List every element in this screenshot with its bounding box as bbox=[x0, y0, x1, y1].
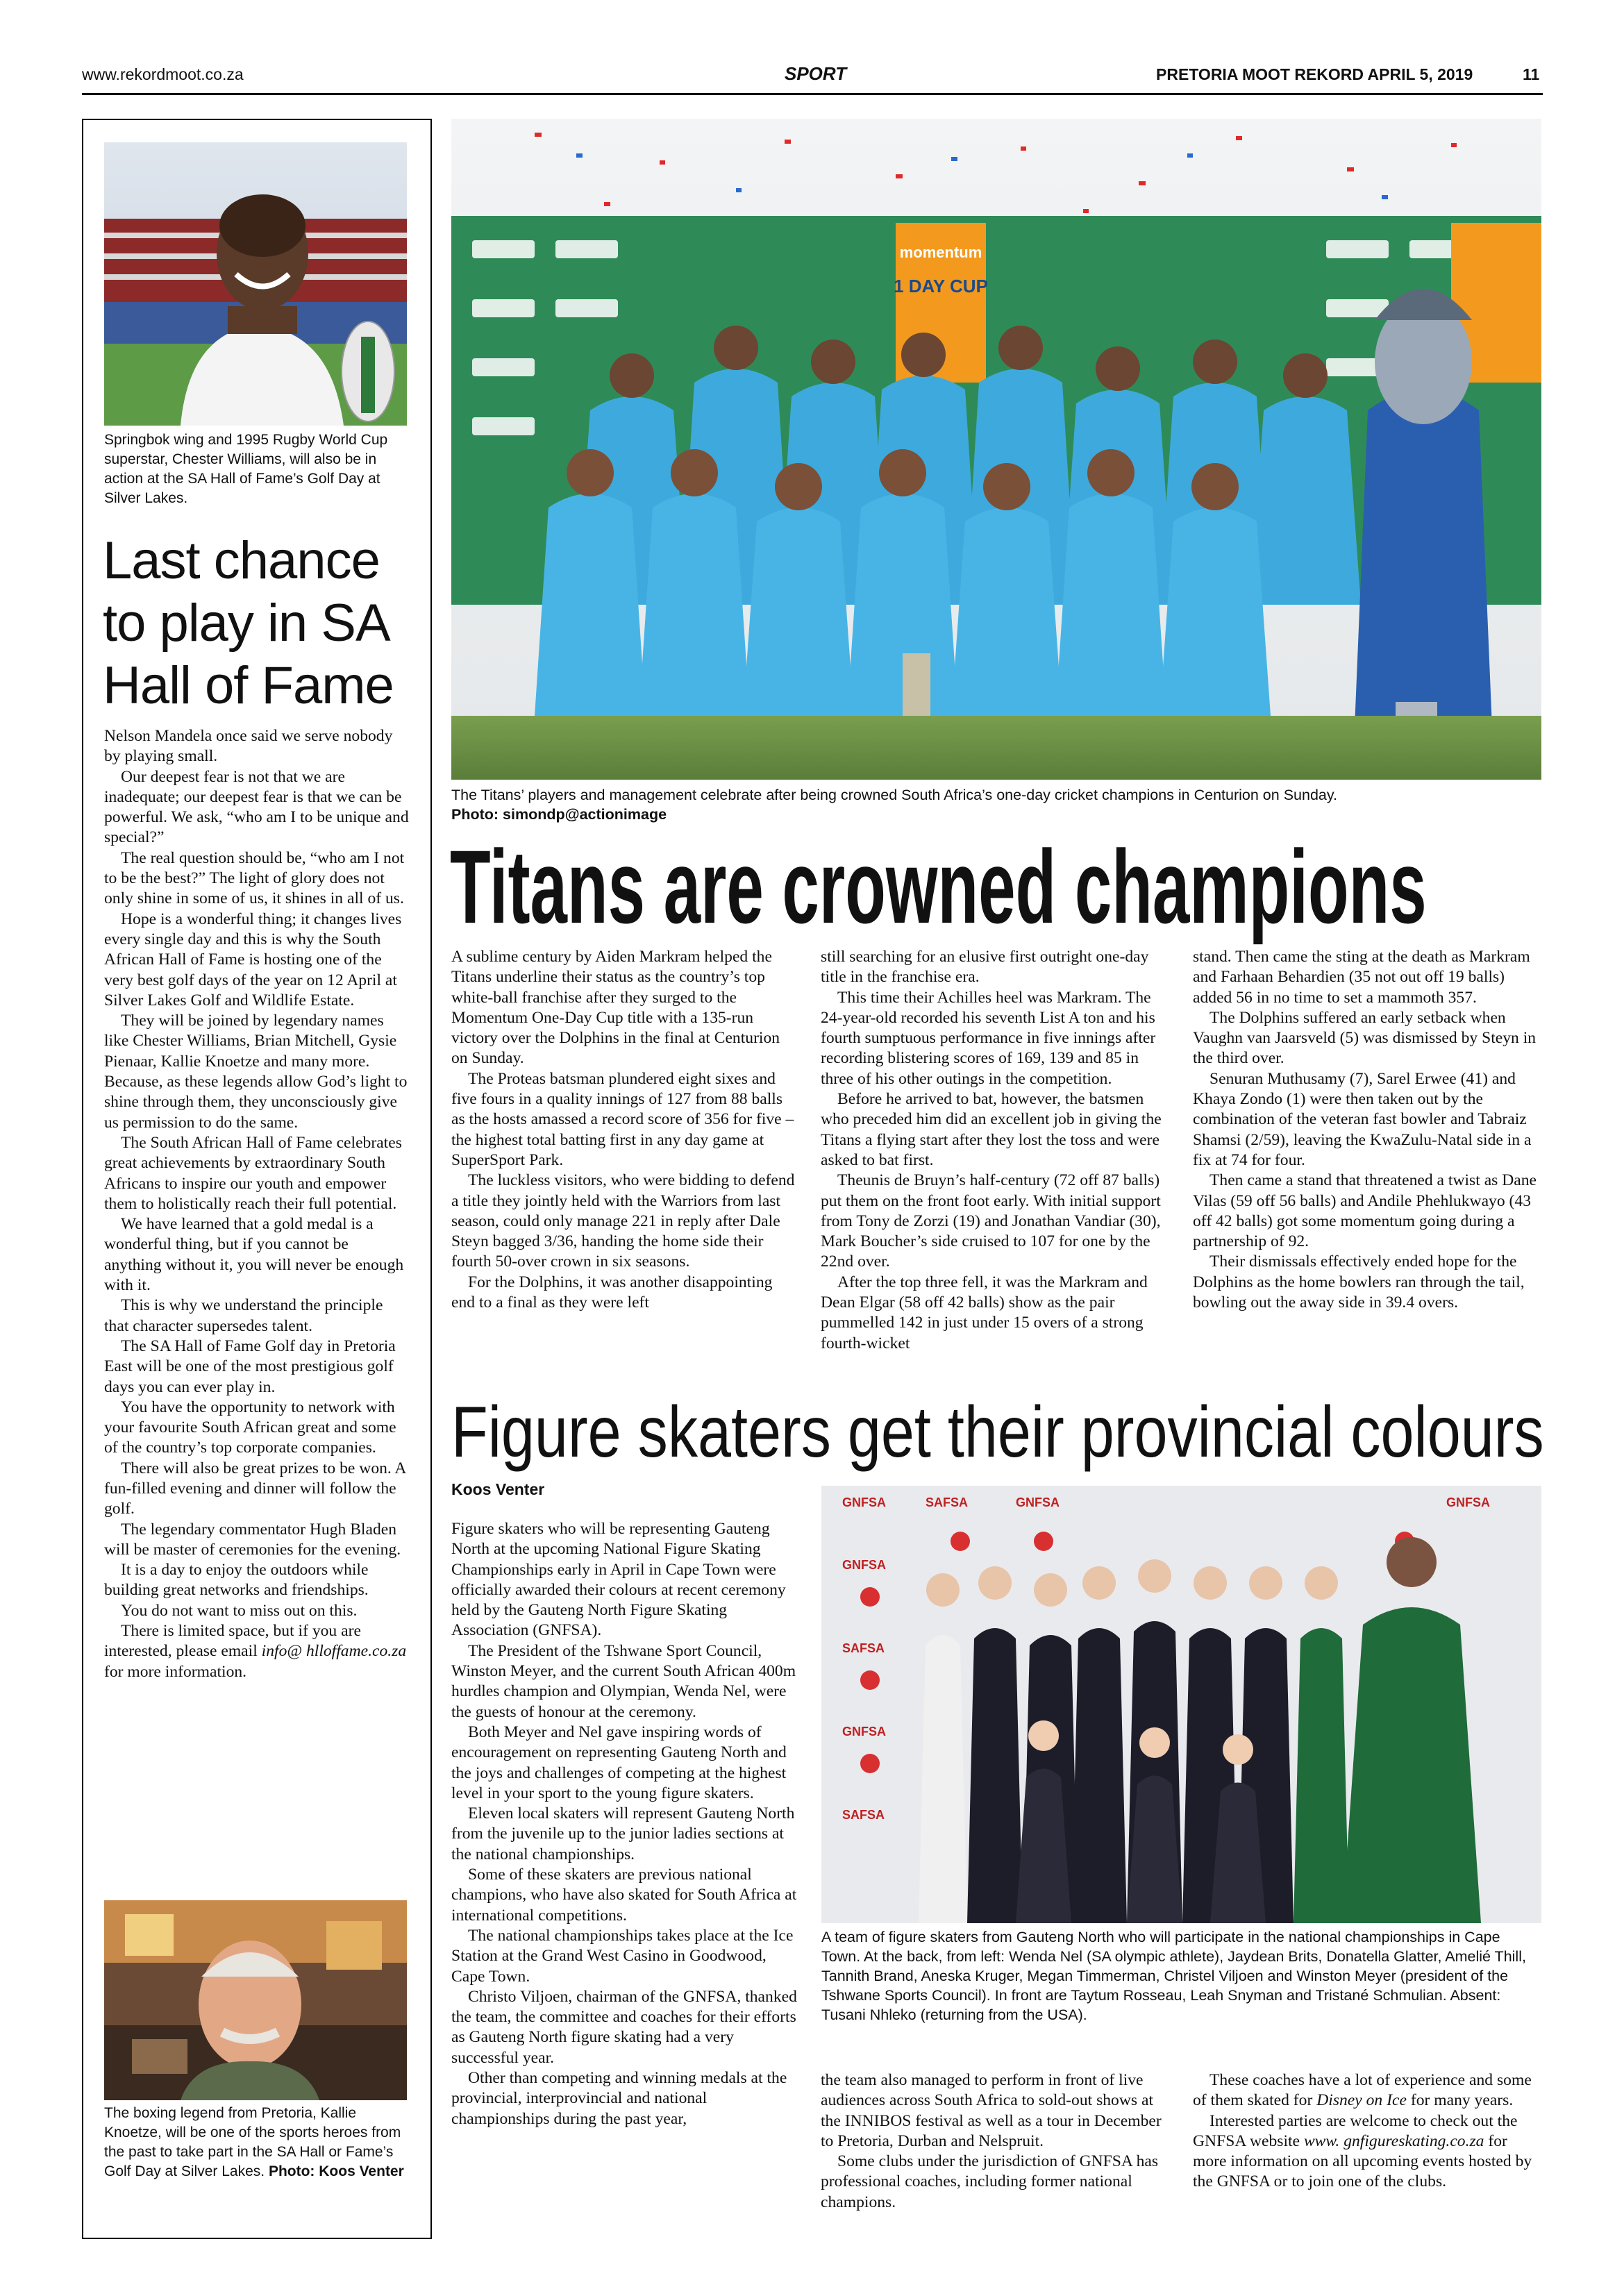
paragraph: Figure skaters who will be representing Gauteng North at the upcoming National Figure Skating Championships early in April in Cape Town were officially awarded their colours at recent ceremony held by the Gauteng North Figure Skating Association (GNFSA). bbox=[451, 1520, 786, 1640]
text: for more information on all upcoming events hosted by the GNFSA or to join one of the clubs. bbox=[1193, 2131, 1532, 2191]
paragraph: You do not want to miss out on this. bbox=[121, 1601, 358, 1620]
paragraph: You have the opportunity to network with your favourite South African great and some of the country’s top corporate companies. bbox=[104, 1398, 396, 1457]
paragraph: Our deepest fear is not that we are inadequate; our deepest fear is that we can be powerful. We ask, “who am I to be unique and special?” bbox=[104, 767, 409, 847]
skaters-column-3 bbox=[1193, 2070, 1541, 2193]
paragraph: Before he arrived to bat, however, the batsmen who preceded him did an excellent job in giving the Titans a flying start after they lost the toss and were asked to bat first. bbox=[821, 1090, 1162, 1169]
photo-credit: Photo: Koos Venter bbox=[268, 2163, 404, 2179]
website-link[interactable]: www. gnfigureskating.co.za bbox=[1303, 2131, 1484, 2150]
website-url[interactable]: www.rekordmoot.co.za bbox=[82, 65, 244, 83]
paragraph bbox=[1193, 2070, 1541, 2111]
paragraph: We have learned that a gold medal is a wonderful thing, but if you cannot be anything without it, you will never be enough with it. bbox=[104, 1215, 404, 1295]
photo-credit: Photo: simondp@actionimage bbox=[451, 806, 667, 823]
backdrop-logo: GNFSA bbox=[1016, 1495, 1060, 1509]
paragraph: This is why we understand the principle that character supersedes talent. bbox=[104, 1296, 383, 1335]
paragraph: Eleven local skaters will represent Gauteng North from the juvenile up to the junior ladies sections at the national championships. bbox=[451, 1804, 795, 1863]
section-label: SPORT bbox=[785, 63, 847, 84]
sidebar-headline-line: Hall of Fame bbox=[103, 656, 394, 715]
paragraph: This time their Achilles heel was Markram. The 24-year-old recorded his seventh List A ton and his fourth sumptuous performance in five innings after recording blistering scores of 169, 139 and 85 in three of his other outings in the competition. bbox=[821, 988, 1156, 1088]
paragraph: After the top three fell, it was the Markram and Dean Elgar (58 off 42 balls) show as the pair pummelled 142 in just under 15 overs of a strong fourth-wicket bbox=[821, 1273, 1148, 1352]
figure-skaters-team-photo bbox=[821, 1486, 1541, 1923]
masthead-rule bbox=[82, 93, 1543, 95]
kallie-photo-caption bbox=[104, 2104, 407, 2181]
paragraph: Theunis de Bruyn’s half-century (72 off 87 balls) put them on the front foot early. With initial support from Tony de Zorzi (19) and Jonathan Vandiar (30), Mark Boucher’s side cruised to 107 for one by the 22nd over. bbox=[821, 1171, 1161, 1271]
paragraph: There will also be great prizes to be won. A fun-filled evening and dinner will follow the golf. bbox=[104, 1459, 406, 1518]
backdrop-logo: GNFSA bbox=[842, 1725, 886, 1738]
backdrop-logo: GNFSA bbox=[1446, 1495, 1490, 1509]
paragraph: The luckless visitors, who were bidding to defend a title they jointly held with the Warriors from last season, could only manage 221 in reply after Dale Steyn bagged 3/36, handing the home side their fourth 50-over crown in six seasons. bbox=[451, 1171, 795, 1271]
titans-team-photo bbox=[451, 119, 1541, 780]
paragraph: The national championships takes place at the Ice Station at the Grand West Casino in Goodwood, Cape Town. bbox=[451, 1926, 794, 1986]
caption-text: The Titans’ players and management celebrate after being crowned South Africa’s one-day cricket champions in Centurion on Sunday. bbox=[451, 787, 1337, 803]
paragraph: the team also managed to perform in front of live audiences across South Africa to sold-out shows at the INNIBOS festival as well as a tour in December to Pretoria, Durban and Nelspruit. bbox=[821, 2071, 1162, 2150]
text: Disney on Ice bbox=[1316, 2091, 1407, 2110]
paragraph: They will be joined by legendary names like Chester Williams, Brian Mitchell, Gysie Pienaar, Kallie Knoetze and many more. Because, as these legends allow God’s light to shine through them, they unconsciously give us permission to do the same. bbox=[104, 1012, 408, 1132]
caption-text: The boxing legend from Pretoria, Kallie Knoetze, will be one of the sports heroes from the past to take part in the SA Hall or Fame’s Golf Day at Silver Lakes. bbox=[104, 2105, 401, 2179]
paragraph: A sublime century by Aiden Markram helped the Titans underline their status as the country’s top white-ball franchise after they surged to the Momentum One-Day Cup title with a 135-run victory over the Dolphins in the final at Centurion on Sunday. bbox=[451, 948, 780, 1068]
paragraph: Both Meyer and Nel gave inspiring words of encouragement on representing Gauteng North and the joys and challenges of competing at the highest level in your sport to the young figure skaters. bbox=[451, 1723, 787, 1802]
paragraph: Hope is a wonderful thing; it changes lives every single day and this is why the South African Hall of Fame is hosting one of the very best golf days of the year on 12 April at Silver Lakes Golf and Wildlife Estate. bbox=[104, 910, 402, 1009]
skaters-photo-caption: A team of figure skaters from Gauteng North who will participate in the national championships in Cape Town. At the back, from left: Wenda Nel (SA olympic athlete), Jaydean Brits, Donatella Glatter, Amelié Thill, Tannith Brand, Aneska Kruger, Megan Timmerman, Christel Viljoen and Winston Meyer (president of the Tshwane Sports Council). In front are Taytum Rosseau, Leah Snyman and Tristané Schmulian. Absent: Tusani Nhleko (returning from the USA). bbox=[821, 1929, 1526, 2023]
paragraph: stand. Then came the sting at the death as Markram and Farhaan Behardien (35 not out off 19 balls) added 56 in no time to set a mammoth 357. bbox=[1193, 948, 1530, 1007]
text: There is limited space, but if you are interested, please email bbox=[104, 1622, 361, 1661]
paragraph: The Proteas batsman plundered eight sixes and five fours in a quality innings of 127 from 88 balls as the hosts amassed a record score of 356 for five – the highest total batting first in any day game at SuperSport Park. bbox=[451, 1069, 794, 1169]
backdrop-logo: SAFSA bbox=[842, 1641, 885, 1655]
titans-column-2 bbox=[821, 947, 1169, 1354]
email-link[interactable]: info@ hlloffame.co.za bbox=[261, 1642, 407, 1661]
kallie-knoetze-photo bbox=[104, 1900, 407, 2100]
backdrop-logo: SAFSA bbox=[926, 1495, 969, 1509]
backdrop-logo: SAFSA bbox=[842, 1808, 885, 1822]
text: for more information. bbox=[104, 1662, 247, 1681]
paragraph: Some clubs under the jurisdiction of GNFSA has professional coaches, including former national champions. bbox=[821, 2152, 1159, 2211]
paragraph: Their dismissals effectively ended hope for the Dolphins as the home bowlers ran through the tail, bowling out the away side in 39.4 overs. bbox=[1193, 1252, 1525, 1312]
titans-column-1 bbox=[451, 947, 800, 1313]
text: These coaches have a lot of experience and some of them skated for bbox=[1193, 2071, 1532, 2110]
banner-text: momentum bbox=[899, 244, 982, 261]
page-number: 11 bbox=[1523, 65, 1540, 83]
skaters-column-2 bbox=[821, 2070, 1169, 2213]
titans-headline: Titans are crowned champions bbox=[450, 828, 1427, 945]
paper-date: PRETORIA MOOT REKORD APRIL 5, 2019 bbox=[1156, 65, 1473, 83]
paragraph: The legendary commentator Hugh Bladen will be master of ceremonies for the evening. bbox=[104, 1520, 401, 1559]
paragraph: The SA Hall of Fame Golf day in Pretoria East will be one of the most prestigious golf days you can ever play in. bbox=[104, 1336, 396, 1396]
backdrop-logo: GNFSA bbox=[842, 1495, 886, 1509]
paragraph: Some of these skaters are previous national champions, who have also skated for South Africa at international competitions. bbox=[451, 1866, 797, 1925]
paragraph bbox=[1193, 2111, 1541, 2193]
paragraph: Other than competing and winning medals at the provincial, interprovincial and national championships during the past year, bbox=[451, 2069, 787, 2128]
text: Interested parties are welcome to check out the GNFSA website bbox=[1193, 2111, 1518, 2150]
titans-photo-caption bbox=[451, 785, 1541, 824]
paragraph: The President of the Tshwane Sport Council, Winston Meyer, and the current South African 400m hurdles champion and Olympian, Wenda Nel, were the guests of honour at the ceremony. bbox=[451, 1641, 796, 1721]
paragraph: The South African Hall of Fame celebrates great achievements by extraordinary South Africans to inspire our youth and empower them to holistically reach their full potential. bbox=[104, 1133, 402, 1213]
banner-sub-text: 1 DAY CUP bbox=[894, 276, 988, 296]
titans-column-3 bbox=[1193, 947, 1541, 1313]
sidebar-headline-line: Last chance bbox=[103, 531, 380, 590]
paragraph: It is a day to enjoy the outdoors while building great networks and friendships. bbox=[104, 1561, 369, 1600]
sidebar-headline bbox=[103, 530, 422, 717]
paragraph: Nelson Mandela once said we serve nobody by playing small. bbox=[104, 727, 393, 766]
backdrop-logo: GNFSA bbox=[842, 1558, 886, 1572]
paragraph: Then came a stand that threatened a twist as Dane Vilas (59 off 56 balls) and Andile Phehlukwayo (43 off 42 balls) got some momentum going during a partnership of 92. bbox=[1193, 1171, 1537, 1251]
paragraph: For the Dolphins, it was another disappointing end to a final as they were left bbox=[451, 1273, 773, 1312]
chester-williams-photo bbox=[104, 142, 407, 426]
paragraph bbox=[104, 1621, 410, 1682]
skaters-headline: Figure skaters get their provincial colours bbox=[451, 1392, 1544, 1473]
paragraph: Christo Viljoen, chairman of the GNFSA, thanked the team, the committee and coaches for their efforts as Gauteng North figure skating had a very successful year. bbox=[451, 1987, 797, 2067]
chester-photo-caption: Springbok wing and 1995 Rugby World Cup superstar, Chester Williams, will also be in action at the SA Hall of Fame’s Golf Day at Silver Lakes. bbox=[104, 432, 388, 506]
skaters-byline: Koos Venter bbox=[451, 1480, 545, 1498]
sidebar-headline-line: to play in SA bbox=[103, 594, 390, 653]
text: for many years. bbox=[1406, 2091, 1514, 2110]
paragraph: still searching for an elusive first outright one-day title in the franchise era. bbox=[821, 948, 1149, 987]
skaters-column-1 bbox=[451, 1519, 800, 2129]
sidebar-article-body bbox=[104, 726, 410, 1682]
paragraph: Senuran Muthusamy (7), Sarel Erwee (41) and Khaya Zondo (1) were then taken out by the combination of the veteran fast bowler and Tabraiz Shamsi (2/59), leaving the KwaZulu-Natal side in a fix at 74 for four. bbox=[1193, 1069, 1532, 1169]
paragraph: The real question should be, “who am I not to be the best?” The light of glory does not only shine in some of us, it shines in all of us. bbox=[104, 848, 405, 908]
paragraph: The Dolphins suffered an early setback when Vaughn van Jaarsveld (5) was dismissed by Steyn in the third over. bbox=[1193, 1008, 1537, 1068]
